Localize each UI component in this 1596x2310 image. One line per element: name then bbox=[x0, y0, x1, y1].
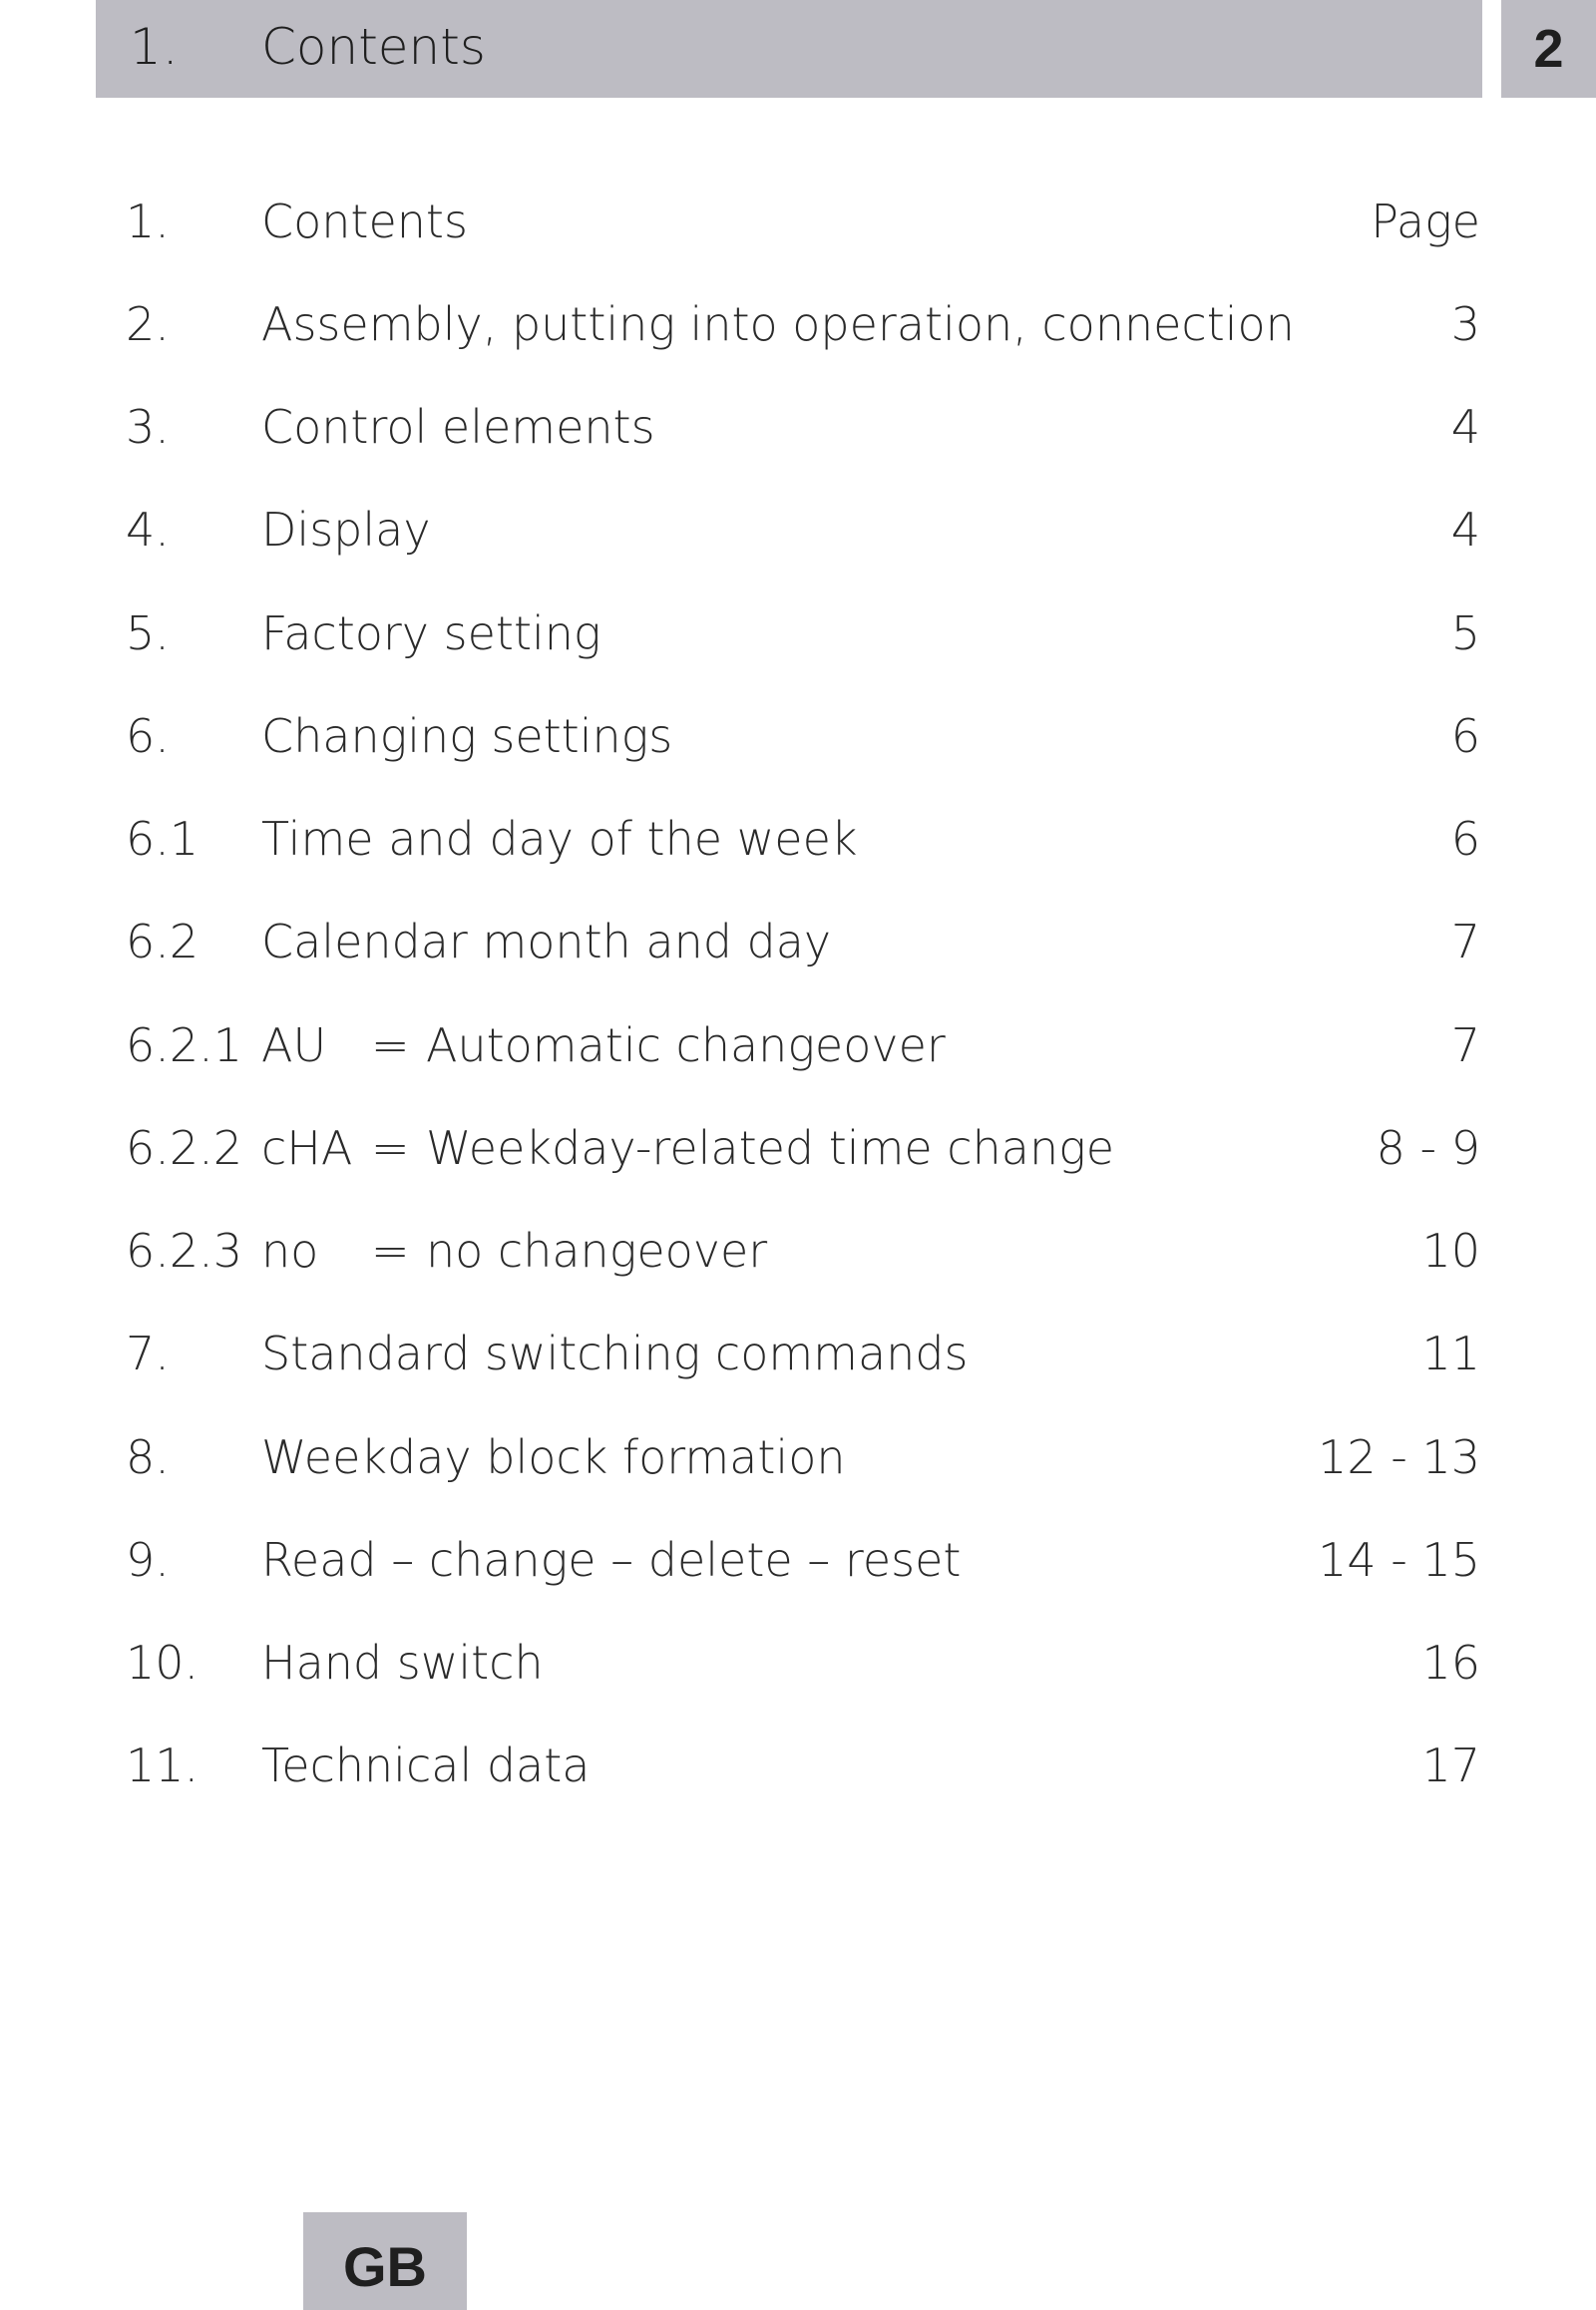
toc-page: 10 bbox=[1421, 1224, 1480, 1278]
toc-page: 6 bbox=[1450, 812, 1480, 866]
toc-number: 6.2 bbox=[126, 915, 200, 968]
toc-row-switching-commands[interactable] bbox=[0, 1327, 1596, 1396]
toc-number: 6.2.1 bbox=[126, 1018, 243, 1072]
toc-title: Standard switching commands bbox=[261, 1327, 969, 1380]
toc-row-time-and-day[interactable] bbox=[0, 812, 1596, 882]
toc-equals-sign: = bbox=[371, 1018, 410, 1072]
toc-row-automatic-changeover[interactable] bbox=[0, 1018, 1596, 1088]
toc-number: 2. bbox=[126, 297, 170, 351]
toc-number: 1. bbox=[126, 194, 170, 248]
toc-title: Time and day of the week bbox=[261, 812, 858, 866]
toc-page: 7 bbox=[1450, 915, 1480, 968]
toc-equals-sign: = bbox=[371, 1121, 410, 1175]
toc-page: 11 bbox=[1421, 1327, 1480, 1380]
toc-page: 7 bbox=[1450, 1018, 1480, 1072]
toc-title: Read – change – delete – reset bbox=[261, 1533, 962, 1587]
toc-title: Weekday block formation bbox=[261, 1430, 846, 1484]
toc-title: Control elements bbox=[261, 400, 655, 454]
toc-row-contents[interactable] bbox=[0, 194, 1596, 264]
toc-number: 11. bbox=[126, 1738, 200, 1792]
toc-page: 14 - 15 bbox=[1318, 1533, 1480, 1587]
toc-number: 4. bbox=[126, 503, 170, 557]
page-title: Contents bbox=[261, 18, 486, 76]
toc-row-hand-switch[interactable] bbox=[0, 1636, 1596, 1706]
toc-row-calendar[interactable] bbox=[0, 915, 1596, 984]
toc-page: 17 bbox=[1421, 1738, 1480, 1792]
toc-page-header: Page bbox=[1371, 194, 1480, 248]
toc-title: Assembly, putting into operation, connection bbox=[261, 297, 1295, 351]
toc-title: Automatic changeover bbox=[426, 1018, 946, 1072]
toc-row-no-changeover[interactable] bbox=[0, 1224, 1596, 1294]
toc-page: 3 bbox=[1450, 297, 1480, 351]
toc-page: 8 - 9 bbox=[1376, 1121, 1480, 1175]
toc-title: Hand switch bbox=[261, 1636, 544, 1690]
toc-code: cHA bbox=[261, 1121, 353, 1175]
toc-page: 16 bbox=[1421, 1636, 1480, 1690]
toc-row-display[interactable] bbox=[0, 503, 1596, 573]
toc-number: 6. bbox=[126, 709, 170, 763]
language-tab bbox=[303, 2212, 467, 2310]
toc-number: 8. bbox=[126, 1430, 170, 1484]
toc-row-read-change-delete[interactable] bbox=[0, 1533, 1596, 1603]
toc-row-factory-setting[interactable] bbox=[0, 606, 1596, 676]
toc-row-technical-data[interactable] bbox=[0, 1738, 1596, 1808]
toc-title: no changeover bbox=[426, 1224, 768, 1278]
toc-title: Calendar month and day bbox=[261, 915, 832, 968]
toc-number: 6.1 bbox=[126, 812, 200, 866]
toc-page: 4 bbox=[1450, 503, 1480, 557]
toc-title: Weekday-related time change bbox=[426, 1121, 1114, 1175]
toc-number: 10. bbox=[126, 1636, 200, 1690]
toc-title: Technical data bbox=[261, 1738, 591, 1792]
toc-row-weekday-time-change[interactable] bbox=[0, 1121, 1596, 1191]
toc-row-control-elements[interactable] bbox=[0, 400, 1596, 470]
toc-page: 5 bbox=[1450, 606, 1480, 660]
toc-row-changing-settings[interactable] bbox=[0, 709, 1596, 779]
toc-title: Changing settings bbox=[261, 709, 673, 763]
page-number: 2 bbox=[1533, 19, 1564, 79]
toc-number: 5. bbox=[126, 606, 170, 660]
language-label: GB bbox=[343, 2235, 427, 2298]
toc-title: Factory setting bbox=[261, 606, 601, 660]
toc-page: 12 - 13 bbox=[1318, 1430, 1480, 1484]
toc-code: no bbox=[261, 1224, 319, 1278]
toc-title: Contents bbox=[261, 194, 468, 248]
toc-equals-sign: = bbox=[371, 1224, 410, 1278]
toc-page: 4 bbox=[1450, 400, 1480, 454]
toc-row-assembly[interactable] bbox=[0, 297, 1596, 367]
section-number: 1. bbox=[130, 18, 180, 76]
toc-row-weekday-block[interactable] bbox=[0, 1430, 1596, 1500]
toc-number: 6.2.3 bbox=[126, 1224, 243, 1278]
toc-page: 6 bbox=[1450, 709, 1480, 763]
toc-number: 9. bbox=[126, 1533, 170, 1587]
toc-number: 6.2.2 bbox=[126, 1121, 243, 1175]
toc-code: AU bbox=[261, 1018, 327, 1072]
toc-number: 7. bbox=[126, 1327, 170, 1380]
toc-title: Display bbox=[261, 503, 431, 557]
toc-number: 3. bbox=[126, 400, 170, 454]
